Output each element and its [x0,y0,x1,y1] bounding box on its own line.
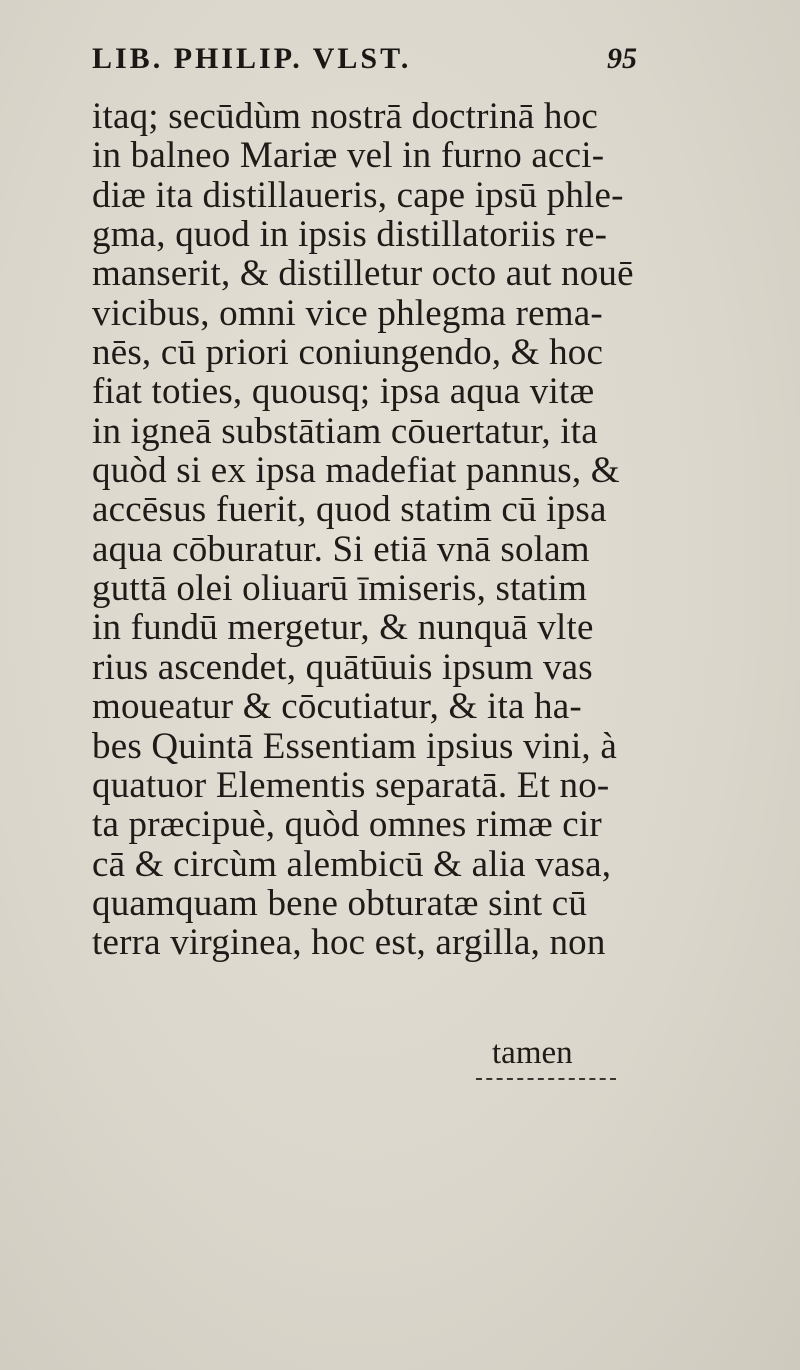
text-line: aqua cōburatur. Si etiā vnā solam [92,529,590,570]
text-line: quatuor Elementis separatā. Et no- [92,765,610,806]
text-line: terra virginea, hoc est, argilla, non [92,923,606,963]
text-line: quòd si ex ipsa madefiat pannus, & [92,451,620,491]
text-line: in fundū mergetur, & nunquā vlte [92,608,594,648]
catchword-rule [476,1078,616,1082]
text-line: manserit, & distilletur octo aut nouē [92,254,634,294]
text-line: guttā olei oliuarū īmiseris, statim [92,569,588,609]
page-number: 95 [607,42,637,75]
body-text [92,97,652,963]
text-line: itaq; secūdùm nostrā doctrinā hoc [92,97,598,137]
text-line: bes Quintā Essentiam ipsius vini, à [92,726,617,766]
text-line: rius ascendet, quātūuis ipsum vas [92,647,593,688]
text-line: accēsus fuerit, quod statim cū ipsa [92,490,607,530]
text-line: quamquam bene obturatæ sint cū [92,883,588,924]
text-line: in igneā substātiam cōuertatur, ita [92,411,598,452]
running-head: LIB. PHILIP. VLST. [92,42,412,75]
page-header [92,42,637,90]
text-line: diæ ita distillaueris, cape ipsū phle- [92,175,624,216]
text-line: ta præcipuè, quòd omnes rimæ cir [92,805,602,845]
text-line: in balneo Mariæ vel in furno acci- [92,136,605,176]
text-line: moueatur & cōcutiatur, & ita ha- [92,687,582,727]
text-line: cā & circùm alembicū & alia vasa, [92,844,612,884]
catchword: tamen [492,1035,573,1071]
text-line: fiat toties, quousq; ipsa aqua vitæ [92,372,595,412]
text-line: gma, quod in ipsis distillatoriis re- [92,215,608,255]
text-line: nēs, cū priori coniungendo, & hoc [92,333,604,373]
text-line: vicibus, omni vice phlegma rema- [92,293,603,334]
